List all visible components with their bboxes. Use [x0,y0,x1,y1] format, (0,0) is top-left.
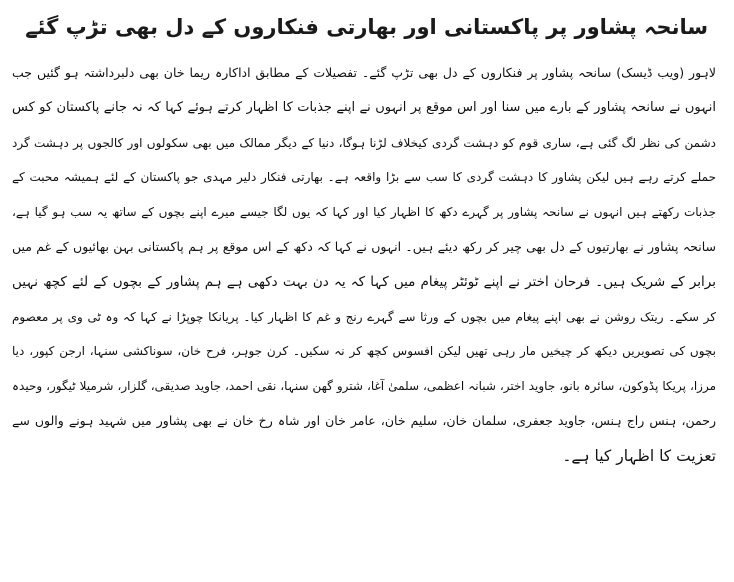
article-headline: سانحہ پشاور پر پاکستانی اور بھارتی فنکاروں کے دل بھی تڑپ گئے [25,15,708,39]
body-line: لاہور (ویب ڈیسک) سانحہ پشاور پر فنکاروں کے دل بھی تڑپ گئے۔ تفصیلات کے مطابق اداکارہ ریما خان بھی دلبرداشتہ ہو گئیں جب [12,65,716,80]
body-line: جذبات رکھتے ہیں انہوں نے سانحہ پشاور پر گہرے دکھ کا اظہار کیا اور کہا کہ یوں لگا جیسے میرے اپنے بچوں کے ساتھ یہ سب ہو گیا ہے، [12,205,716,220]
body-line: مرزا، پریکا پڈوکون، سائرہ بانو، جاوید اختر، شبانہ اعظمی، سلمیٰ آغا، شترو گھن سنہا، نقی احمد، جاوید صدیقی، گلزار، شرمیلا ٹیگور، وحیدہ [12,379,716,394]
body-line-last: تعزیت کا اظہار کیا ہے۔ [562,446,716,465]
body-line: رحمن، ہنس راج ہنس، جاوید جعفری، سلمان خان، سلیم خان، عامر خان اور شاہ رخ خان نے بھی پشاور میں شہید ہونے والوں سے [12,412,716,428]
body-line: دشمن کی نظر لگ گئی ہے، ساری قوم کو دہشت گردی کیخلاف لڑنا ہوگا، دنیا کے دیگر ممالک میں بھی سکولوں اور کالجوں پر دہشت گرد [12,135,716,150]
body-line: بچوں کی تصویریں دیکھ کر چیخیں مار رہی تھیں لیکن افسوس کچھ کر نہ سکیں۔ کرن جوہر، فرح خان، سوناکشی سنہا، ارجن کپور، دیا [12,344,716,359]
body-line: انہوں نے سانحہ پشاور کے بارے میں سنا اور اس موقع پر انہوں نے اپنے جذبات کا اظہار کرتے ہوئے کہا کہ نہ جانے پاکستان کو کس [12,99,716,115]
body-line: حملے کرتے رہے ہیں لیکن پشاور کا دہشت گردی کا سب سے بڑا واقعہ ہے۔ بھارتی فنکار دلیر مہدی جو پاکستان کے لئے ہمیشہ محبت کے [12,170,716,185]
body-line: برابر کے شریک ہیں۔ فرحان اختر نے اپنے ٹوئٹر پیغام میں کہا کہ یہ دن بہت دکھی ہے ہم پشاور کے بچوں کے لئے کچھ نہیں [12,273,716,290]
body-line: سانحہ پشاور نے بھارتیوں کے دل بھی چیر کر رکھ دیئے ہیں۔ انہوں نے کہا کہ دکھ کے اس موقع پر ہم پاکستانی بہن بھائیوں کے غم میں [12,238,716,254]
body-line: کر سکے۔ ریتک روشن نے بھی اپنے پیغام میں بچوں کے ورثا سے گہرے رنج و غم کا اظہار کیا۔ پریانکا چوپڑا نے کہا کہ وہ ٹی وی پر معصوم [12,309,716,324]
article-body [12,56,716,474]
